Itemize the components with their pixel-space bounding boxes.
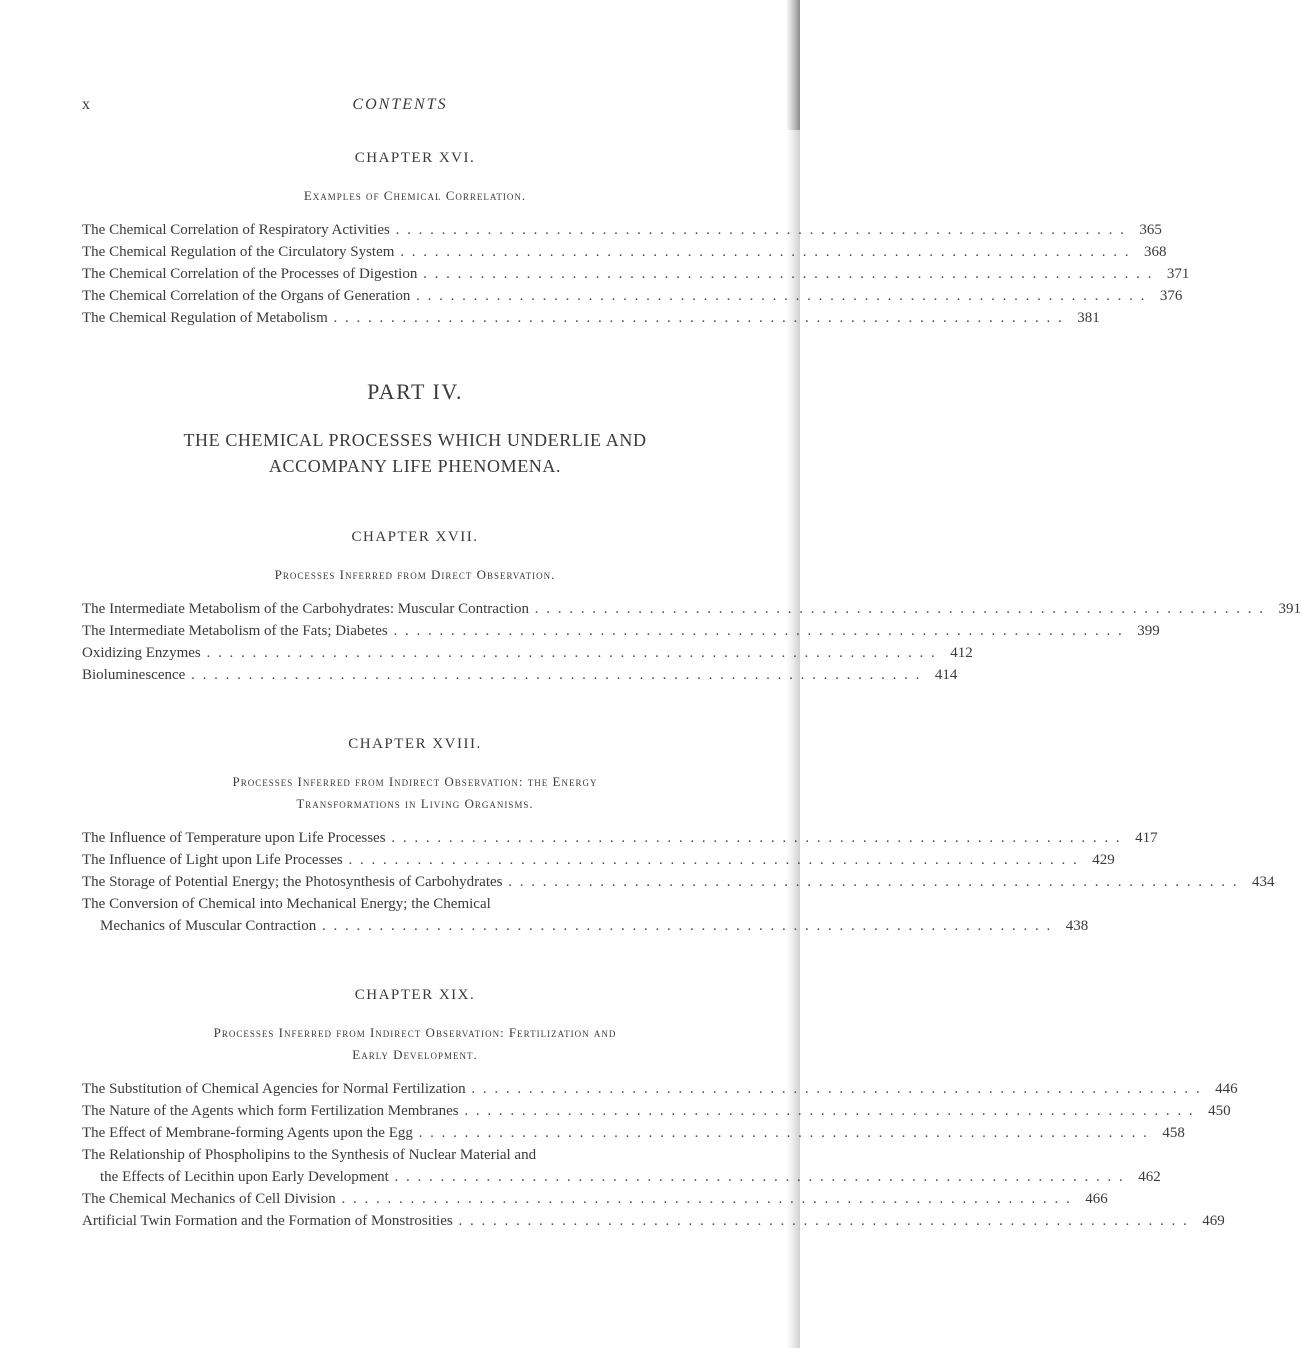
part-title-line: THE CHEMICAL PROCESSES WHICH UNDERLIE AND: [183, 430, 647, 450]
chapter-subtitle: [82, 771, 748, 815]
toc-entry[interactable]: [82, 241, 1167, 263]
subtitle-line: Processes Inferred from Indirect Observation: Fertilization and: [213, 1025, 617, 1040]
toc-list: [82, 598, 1301, 686]
subtitle-line: Early Development.: [352, 1047, 478, 1062]
toc-entry-page: 446: [1215, 1081, 1238, 1097]
chapter-subtitle: [82, 564, 748, 586]
toc-entry-page: 417: [1135, 830, 1158, 846]
part-title-line: ACCOMPANY LIFE PHENOMENA.: [268, 456, 562, 476]
toc-entry-page: 368: [1143, 244, 1167, 260]
chapter-subtitle: [82, 185, 748, 207]
toc-list: [82, 1078, 1238, 1232]
toc-entry[interactable]: [82, 871, 1275, 893]
subtitle-line: Transformations in Living Organisms.: [296, 796, 534, 811]
toc-entry[interactable]: [82, 620, 1160, 642]
toc-entry-page: 381: [1077, 310, 1100, 326]
toc-entry-title: The Storage of Potential Energy; the Photosynthesis of Carbohydrates . . .: [82, 871, 1238, 893]
subtitle-line: Processes Inferred from Direct Observation.: [274, 567, 556, 582]
toc-entry-page: 462: [1138, 1169, 1161, 1185]
toc-entry-title: The Effect of Membrane-forming Agents upon the Egg . . .: [82, 1122, 1149, 1144]
toc-entry[interactable]: [82, 1210, 1225, 1232]
toc-entry-title: Artificial Twin Formation and the Formation of Monstrosities . . .: [82, 1210, 1189, 1232]
part-4-section: [82, 379, 748, 479]
toc-entry-title: The Influence of Temperature upon Life Processes . . .: [82, 827, 1122, 849]
toc-list: [82, 219, 1190, 329]
toc-entry-title: The Chemical Mechanics of Cell Division . . .: [82, 1188, 1072, 1210]
contents-body: [82, 150, 1301, 1232]
toc-entry-page: 438: [1065, 918, 1089, 934]
toc-entry-title: [82, 893, 1052, 937]
toc-entry-title: The Nature of the Agents which form Fertilization Membranes . . .: [82, 1100, 1195, 1122]
toc-entry-page: 371: [1166, 266, 1190, 282]
part-heading: PART IV.: [367, 379, 463, 404]
toc-entry-title: The Substitution of Chemical Agencies for Normal Fertilization . . .: [82, 1078, 1202, 1100]
subtitle-line: Examples of Chemical Correlation.: [303, 188, 527, 203]
toc-entry-title: The Chemical Correlation of the Organs of Generation . . .: [82, 285, 1146, 307]
toc-entry-line: The Conversion of Chemical into Mechanical Energy; the Chemical: [82, 896, 491, 912]
chapter-19-section: [82, 987, 1238, 1232]
chapter-heading: CHAPTER XVIII.: [348, 736, 482, 752]
toc-entry-page: 469: [1202, 1213, 1225, 1229]
toc-entry-title: The Influence of Light upon Life Processes . . .: [82, 849, 1079, 871]
page-folio: x: [82, 96, 91, 113]
toc-entry[interactable]: [82, 1188, 1108, 1210]
toc-entry-line: the Effects of Lecithin upon Early Development . . .: [82, 1166, 1125, 1188]
toc-entry-page: 365: [1139, 222, 1162, 238]
toc-entry[interactable]: [82, 1122, 1185, 1144]
toc-entry-title: The Chemical Correlation of the Processes of Digestion . . .: [82, 263, 1153, 285]
toc-entry-page: 376: [1159, 288, 1183, 304]
toc-entry[interactable]: [82, 1144, 1161, 1188]
toc-entry-title: Bioluminescence . . .: [82, 664, 921, 686]
toc-entry[interactable]: [82, 849, 1115, 871]
toc-entry-page: 429: [1092, 852, 1115, 868]
toc-entry-page: 450: [1208, 1103, 1231, 1119]
toc-entry[interactable]: [82, 893, 1089, 937]
toc-entry[interactable]: [82, 219, 1162, 241]
toc-entry-title: The Intermediate Metabolism of the Fats; Diabetes . . .: [82, 620, 1124, 642]
chapter-17-section: [82, 529, 1301, 686]
toc-entry-line: Mechanics of Muscular Contraction . . .: [82, 915, 1052, 937]
toc-entry-title: The Chemical Regulation of Metabolism . . .: [82, 307, 1064, 329]
toc-entry-page: 399: [1137, 623, 1160, 639]
part-title: [82, 427, 748, 479]
chapter-heading: CHAPTER XVI.: [354, 150, 476, 166]
toc-entry-page: 414: [934, 667, 958, 683]
toc-entry[interactable]: [82, 664, 958, 686]
chapter-heading: CHAPTER XVII.: [351, 529, 479, 545]
toc-entry-title: [82, 1144, 1125, 1188]
toc-entry-page: 434: [1251, 874, 1275, 890]
toc-entry[interactable]: [82, 642, 973, 664]
chapter-18-section: [82, 736, 1275, 937]
toc-entry[interactable]: [82, 285, 1183, 307]
toc-entry-page: 391: [1278, 601, 1301, 617]
toc-entry[interactable]: [82, 827, 1158, 849]
toc-list: [82, 827, 1275, 937]
running-head: [0, 96, 800, 118]
toc-entry[interactable]: [82, 263, 1190, 285]
chapter-subtitle: [82, 1022, 748, 1066]
toc-entry-page: 412: [950, 645, 973, 661]
toc-entry-line: The Relationship of Phospholipins to the Synthesis of Nuclear Material and: [82, 1147, 537, 1163]
toc-entry-title: The Chemical Regulation of the Circulatory System . . .: [82, 241, 1130, 263]
toc-entry[interactable]: [82, 1100, 1231, 1122]
toc-entry[interactable]: [82, 598, 1301, 620]
toc-entry[interactable]: [82, 1078, 1238, 1100]
toc-entry-page: 466: [1085, 1191, 1108, 1207]
toc-entry-title: The Chemical Correlation of Respiratory Activities . . .: [82, 219, 1126, 241]
running-title: CONTENTS: [352, 96, 448, 113]
chapter-heading: CHAPTER XIX.: [354, 987, 476, 1003]
toc-entry[interactable]: [82, 307, 1100, 329]
chapter-16-section: [82, 150, 1190, 329]
toc-entry-title: The Intermediate Metabolism of the Carbohydrates: Muscular Contraction . . .: [82, 598, 1265, 620]
toc-entry-page: 458: [1162, 1125, 1185, 1141]
subtitle-line: Processes Inferred from Indirect Observation: the Energy: [232, 774, 598, 789]
toc-entry-title: Oxidizing Enzymes . . .: [82, 642, 937, 664]
